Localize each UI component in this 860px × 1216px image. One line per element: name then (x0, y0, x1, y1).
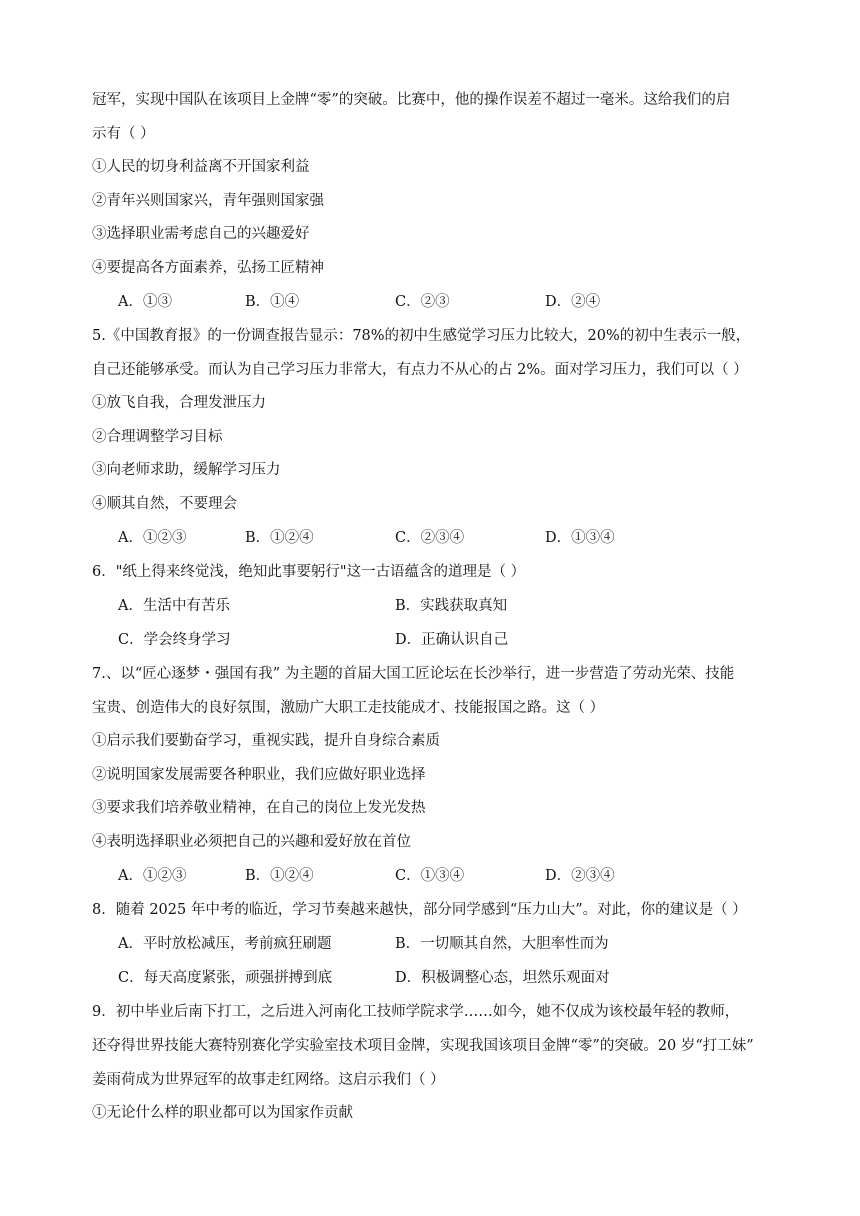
q5-option-d: D．①③④ (545, 530, 615, 546)
q4-statement-1: ①人民的切身利益离不开国家利益 (92, 159, 310, 175)
q6-option-c: C．学会终身学习 (118, 632, 231, 648)
q8-option-b: B．一切顺其自然，大胆率性而为 (395, 936, 609, 952)
q6-stem: 6．"纸上得来终觉浅，绝知此事要躬行"这一古语蕴含的道理是（ ） (92, 564, 526, 580)
q7-option-c: C．①③④ (395, 868, 465, 884)
q5-option-a: A．①②③ (118, 530, 187, 546)
q5-stem-line-1: 5.《中国教育报》的一份调查报告显示：78%的初中生感觉学习压力比较大，20%的初中生表示一般， (92, 328, 751, 344)
q8-option-d: D．积极调整心态，坦然乐观面对 (395, 970, 610, 986)
q4-stem-line-1: 冠军，实现中国队在该项目上金牌“零”的突破。比赛中，他的操作误差不超过一毫米。这给我们的启 (92, 92, 731, 108)
q8-option-c: C．每天高度紧张，顽强拼搏到底 (118, 970, 333, 986)
q7-statement-4: ④表明选择职业必须把自己的兴趣和爱好放在首位 (92, 834, 411, 850)
q4-statement-4: ④要提高各方面素养，弘扬工匠精神 (92, 260, 324, 276)
q4-stem-line-2: 示有（ ） (92, 126, 155, 142)
q6-option-a: A．生活中有苦乐 (118, 598, 230, 614)
q8-stem: 8．随着 2025 年中考的临近，学习节奏越来越快，部分同学感到“压力山大”。对此，你的建议是（ ） (92, 902, 747, 918)
q4-option-c: C．②③ (395, 294, 450, 310)
q5-statement-1: ①放飞自我，合理发泄压力 (92, 395, 266, 411)
q9-stem-line-1: 9．初中毕业后南下打工，之后进入河南化工技师学院求学……如今，她不仅成为该校最年轻的教师， (92, 1004, 740, 1020)
q4-statement-3: ③选择职业需考虑自己的兴趣爱好 (92, 226, 310, 242)
q7-option-b: B．①②④ (245, 868, 314, 884)
q8-option-a: A．平时放松减压，考前疯狂刷题 (118, 936, 332, 952)
q4-option-d: D．②④ (545, 294, 601, 310)
q7-stem-line-2: 宝贵、创造伟大的良好氛围，激励广大职工走技能成才、技能报国之路。这（ ） (92, 700, 605, 716)
q7-statement-2: ②说明国家发展需要各种职业，我们应做好职业选择 (92, 767, 426, 783)
q5-option-c: C．②③④ (395, 530, 465, 546)
q9-stem-line-2: 还夺得世界技能大赛特别赛化学实验室技术项目金牌，实现我国该项目金牌“零”的突破。20 岁“打工妹” (92, 1038, 754, 1054)
q5-stem-line-2: 自己还能够承受。而认为自己学习压力非常大，有点力不从心的占 2%。面对学习压力，我们可以（ ） (92, 362, 748, 378)
q7-option-a: A．①②③ (118, 868, 187, 884)
q7-statement-3: ③要求我们培养敬业精神，在自己的岗位上发光发热 (92, 800, 426, 816)
q7-statement-1: ①启示我们要勤奋学习，重视实践，提升自身综合素质 (92, 733, 440, 749)
q5-option-b: B．①②④ (245, 530, 314, 546)
q7-option-d: D．②③④ (545, 868, 615, 884)
q9-statement-1: ①无论什么样的职业都可以为国家作贡献 (92, 1105, 353, 1121)
q9-stem-line-3: 姜雨荷成为世界冠军的故事走红网络。这启示我们（ ） (92, 1072, 445, 1088)
q6-option-d: D．正确认识自己 (395, 632, 509, 648)
q4-option-b: B．①④ (245, 294, 300, 310)
q7-stem-line-1: 7.、以“匠心逐梦・强国有我” 为主题的首届大国工匠论坛在长沙举行，进一步营造了劳动光荣、技能 (92, 666, 735, 682)
q5-statement-3: ③向老师求助，缓解学习压力 (92, 462, 281, 478)
q4-statement-2: ②青年兴则国家兴，青年强则国家强 (92, 193, 324, 209)
q5-statement-4: ④顺其自然，不要理会 (92, 496, 237, 512)
q6-option-b: B．实践获取真知 (395, 598, 508, 614)
q4-option-a: A．①③ (118, 294, 172, 310)
q5-statement-2: ②合理调整学习目标 (92, 429, 223, 445)
